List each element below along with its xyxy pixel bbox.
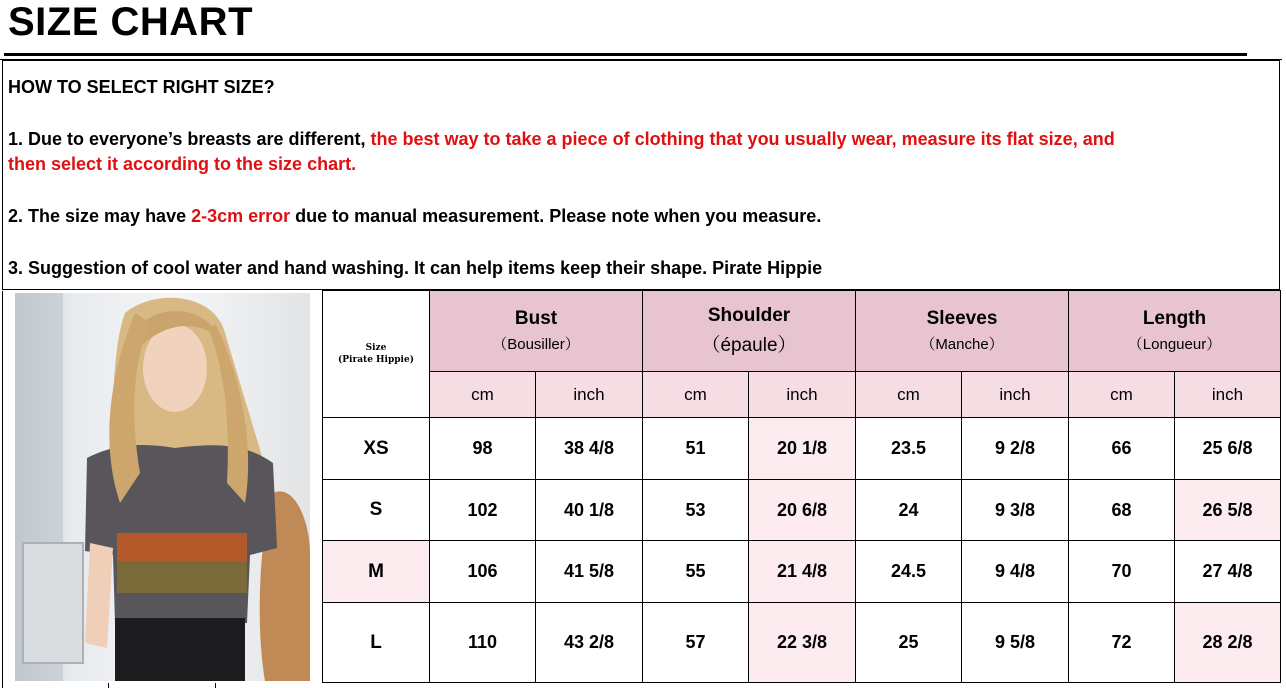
- table-cell: 57: [643, 603, 749, 683]
- header-french: （Longueur）: [1127, 336, 1222, 353]
- unit-cell: cm: [430, 372, 536, 418]
- table-cell: 55: [643, 541, 749, 603]
- table-row: [323, 603, 1281, 683]
- note-1-text: 1. Due to everyone’s breasts are different,: [8, 129, 371, 149]
- table-cell: 102: [430, 480, 536, 541]
- table-cell: 9 4/8: [962, 541, 1069, 603]
- size-table: [322, 290, 1281, 683]
- table-cell: 20 1/8: [749, 418, 856, 480]
- unit-cell: cm: [856, 372, 962, 418]
- table-row: [323, 480, 1281, 541]
- notes-heading: HOW TO SELECT RIGHT SIZE?: [8, 77, 275, 97]
- size-column-header: [323, 291, 430, 418]
- header-sleeves: [856, 291, 1069, 372]
- size-name: M: [323, 541, 430, 603]
- unit-cell: inch: [962, 372, 1069, 418]
- table-cell: 21 4/8: [749, 541, 856, 603]
- table-cell: 70: [1069, 541, 1175, 603]
- size-notes: [2, 60, 1280, 290]
- title-rule: [4, 53, 1247, 56]
- table-cell: 40 1/8: [536, 480, 643, 541]
- table-cell: 24.5: [856, 541, 962, 603]
- note-2-text-b: due to manual measurement. Please note when you measure.: [290, 206, 822, 226]
- note-2-text-a: 2. The size may have: [8, 206, 192, 226]
- table-cell: 24: [856, 480, 962, 541]
- table-row: [323, 541, 1281, 603]
- size-name: XS: [323, 418, 430, 480]
- header-length: [1069, 291, 1281, 372]
- header-shoulder: [643, 291, 856, 372]
- table-cell: 68: [1069, 480, 1175, 541]
- model-illustration: [15, 293, 310, 681]
- table-cell: 23.5: [856, 418, 962, 480]
- unit-cell: cm: [643, 372, 749, 418]
- table-cell: 20 6/8: [749, 480, 856, 541]
- note-2-highlight: 2-3cm error: [191, 206, 291, 226]
- table-cell: 22 3/8: [749, 603, 856, 683]
- header-name: Bust: [514, 308, 558, 329]
- grid-line: [108, 683, 109, 688]
- unit-cell: cm: [1069, 372, 1175, 418]
- table-cell: 27 4/8: [1175, 541, 1281, 603]
- grid-line: [215, 683, 216, 688]
- table-cell: 72: [1069, 603, 1175, 683]
- table-cell: 9 5/8: [962, 603, 1069, 683]
- header-name: Length: [1142, 308, 1207, 329]
- unit-cell: inch: [1175, 372, 1281, 418]
- header-french: （Bousiller）: [492, 336, 580, 353]
- table-cell: 110: [430, 603, 536, 683]
- table-cell: 51: [643, 418, 749, 480]
- note-2: [8, 206, 821, 227]
- page-title: SIZE CHART: [8, 0, 253, 44]
- size-label: Size: [365, 343, 387, 353]
- note-3: 3. Suggestion of cool water and hand washing. It can help items keep their shape. Pirate Hippie: [8, 258, 823, 278]
- header-french: （épaule）: [701, 335, 797, 356]
- table-cell: 25 6/8: [1175, 418, 1281, 480]
- model-photo: [15, 293, 310, 681]
- table-row: [323, 418, 1281, 480]
- table-cell: 53: [643, 480, 749, 541]
- size-name: L: [323, 603, 430, 683]
- note-1: [8, 129, 1115, 150]
- table-cell: 66: [1069, 418, 1175, 480]
- header-bust: [430, 291, 643, 372]
- note-1-continued: then select it according to the size chart.: [8, 154, 357, 174]
- frame-line: [2, 291, 3, 688]
- table-cell: 38 4/8: [536, 418, 643, 480]
- table-cell: 28 2/8: [1175, 603, 1281, 683]
- table-cell: 25: [856, 603, 962, 683]
- header-name: Sleeves: [926, 308, 998, 329]
- size-name: S: [323, 480, 430, 541]
- table-cell: 26 5/8: [1175, 480, 1281, 541]
- unit-cell: inch: [749, 372, 856, 418]
- table-cell: 9 3/8: [962, 480, 1069, 541]
- table-cell: 41 5/8: [536, 541, 643, 603]
- header-name: Shoulder: [707, 305, 791, 326]
- table-cell: 98: [430, 418, 536, 480]
- header-french: （Manche）: [920, 336, 1004, 353]
- brand-label: (Pirate Hippie): [338, 355, 414, 365]
- table-cell: 106: [430, 541, 536, 603]
- unit-cell: inch: [536, 372, 643, 418]
- table-cell: 43 2/8: [536, 603, 643, 683]
- note-1-highlight: the best way to take a piece of clothing that you usually wear, measure its flat size, and: [370, 129, 1115, 149]
- table-cell: 9 2/8: [962, 418, 1069, 480]
